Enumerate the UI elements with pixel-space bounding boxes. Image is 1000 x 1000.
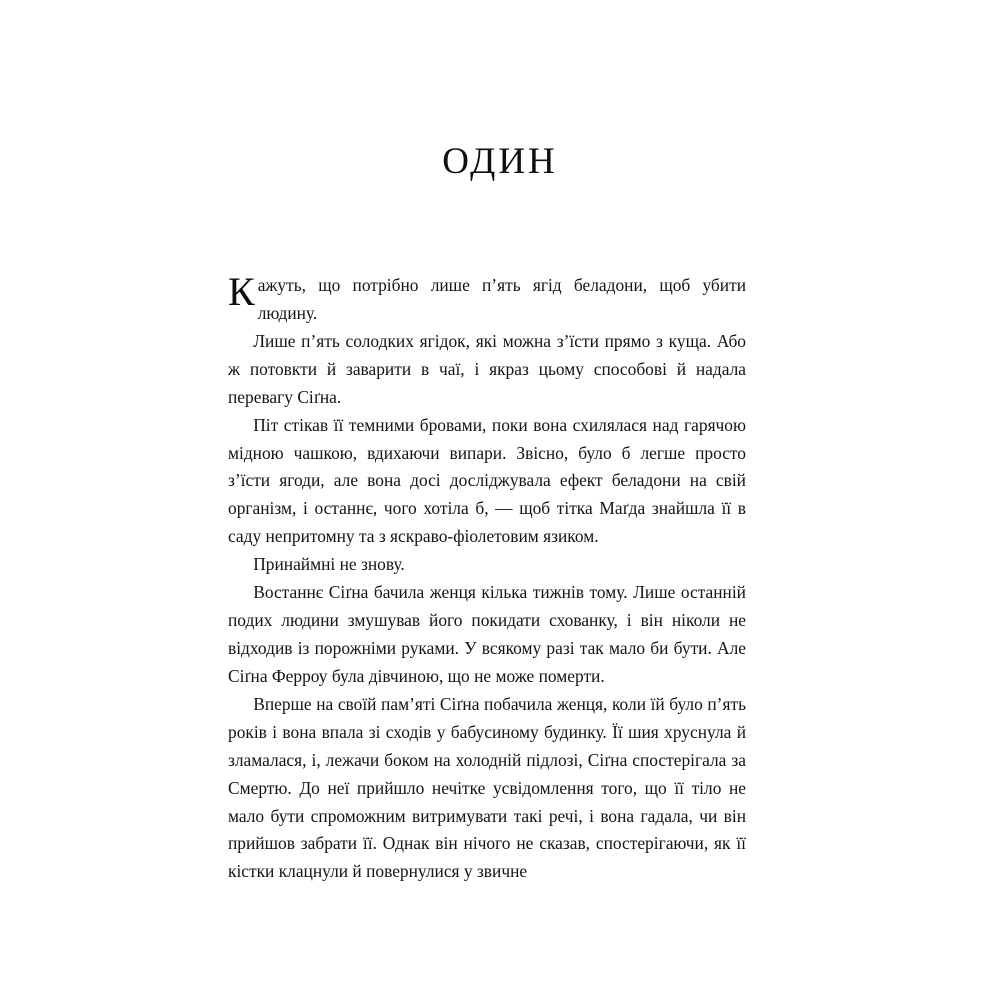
paragraph-text: ажуть, що потрібно лише п’ять ягід беладони, щоб убити людину. [257,275,746,323]
drop-cap: К [228,269,255,314]
paragraph [228,328,746,412]
paragraph-text: Піт стікав її темними бровами, поки вона схилялася над гарячою мідною чашкою, вдихаючи випари. Звісно, було б легше просто з’їсти ягоди, але вона досі досліджувала ефект беладони на свій організм, і останнє, чого хотіла б, — щоб тітка Маґда знайшла її в саду непритомну та з яскраво-фіолетовим язиком. [228,414,746,547]
paragraph [228,269,746,328]
paragraph-text: Востаннє Сіґна бачила женця кілька тижнів тому. Лише останній подих людини змушував його покидати схованку, і він ніколи не відходив із порожніми руками. У всякому разі так мало би бути. Але Сіґна Ферроу була дівчиною, що не може померти. [228,582,746,686]
body-text [228,269,746,886]
paragraph-text: Лише п’ять солодких ягідок, які можна з’їсти прямо з куща. Або ж потовкти й заварити в чаї, і якраз цьому способові й надала перевагу Сіґна. [228,330,746,407]
paragraph [228,551,746,579]
paragraph [228,412,746,552]
paragraph-text: Принаймні не знову. [253,554,405,575]
chapter-title: ОДИН [442,141,558,182]
paragraph-text: Вперше на своїй пам’яті Сіґна побачила женця, коли їй було п’ять років і вона впала зі сходів у бабусиному будинку. Її шия хруснула й зламалася, і, лежачи боком на холодній підлозі, Сіґна спостерігала за Смертю. До неї прийшло нечітке усвідомлення того, що її тіло не мало бути спроможним витримувати такі речі, і вона гадала, чи він прийшов забрати її. Однак він нічого не сказав, спостерігаючи, як її кістки клацнули й повернулися у звичне [228,693,746,882]
paragraph [228,691,746,886]
paragraph [228,579,746,691]
